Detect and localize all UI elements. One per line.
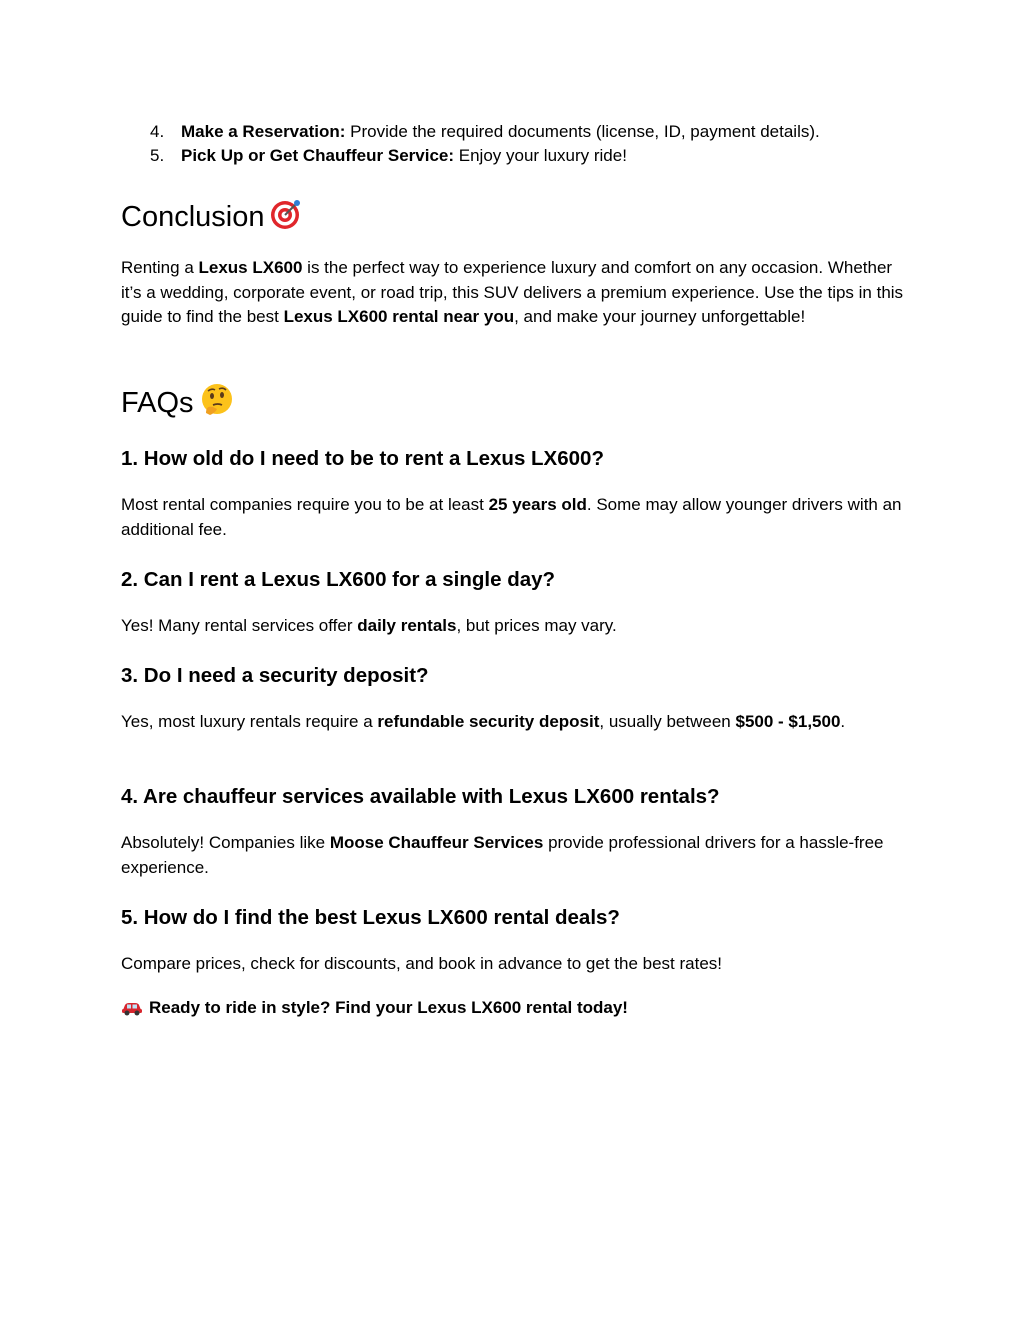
list-item	[121, 144, 911, 168]
faq-answer: Yes! Many rental services offer daily rentals, but prices may vary.	[121, 616, 617, 635]
faqs-heading-text: FAQs	[121, 387, 194, 420]
faq-answer: Compare prices, check for discounts, and book in advance to get the best rates!	[121, 954, 723, 973]
faq-answer: Absolutely! Companies like Moose Chauffeur Services provide professional drivers for a hassle-free experience.	[121, 833, 884, 877]
faq-question: 3. Do I need a security deposit?	[121, 664, 429, 687]
list-item	[121, 120, 911, 144]
step-text: Enjoy your luxury ride!	[454, 146, 627, 165]
red-car-icon	[121, 999, 143, 1024]
step-label: Make a Reservation:	[181, 122, 346, 141]
step-number: 5.	[150, 146, 165, 165]
step-text: Provide the required documents (license, ID, payment details).	[345, 122, 820, 141]
faq-answer: Yes, most luxury rentals require a refundable security deposit, usually between $500 - $1,500.	[121, 712, 846, 731]
conclusion-heading-text: Conclusion	[121, 201, 265, 234]
thinking-face-icon	[200, 383, 234, 426]
step-label: Pick Up or Get Chauffeur Service:	[181, 146, 455, 165]
faq-answer: Most rental companies require you to be at least 25 years old. Some may allow younger drivers with an additional fee.	[121, 495, 902, 539]
step-number: 4.	[150, 122, 165, 141]
faq-question: 4. Are chauffeur services available with Lexus LX600 rentals?	[121, 785, 720, 808]
conclusion-heading	[121, 198, 302, 239]
faq-question: 1. How old do I need to be to rent a Lexus LX600?	[121, 447, 604, 470]
faq-question: 2. Can I rent a Lexus LX600 for a single day?	[121, 568, 556, 591]
faq-question: 5. How do I find the best Lexus LX600 rental deals?	[121, 906, 620, 929]
conclusion-paragraph: Renting a Lexus LX600 is the perfect way to experience luxury and comfort on any occasion. Whether it’s a wedding, corporate event, or road trip, this SUV delivers a premium experience. Use the tips in this guide to find the best Lexus LX600 rental near you, and make your journey unforgettable!	[121, 258, 904, 326]
call-to-action	[121, 996, 911, 1024]
call-to-action-text: Ready to ride in style? Find your Lexus LX600 rental today!	[149, 998, 628, 1017]
faqs-heading	[121, 383, 234, 426]
steps-list	[121, 120, 911, 168]
direct-hit-target-icon	[270, 198, 302, 239]
